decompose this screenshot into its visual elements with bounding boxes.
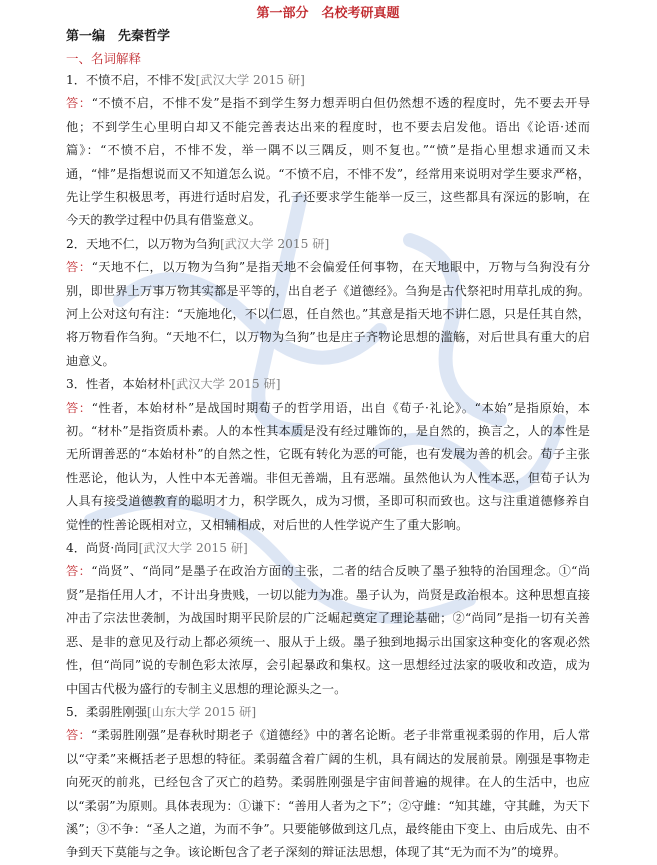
entry-source: [武汉大学 2015 研] — [195, 73, 305, 87]
answer-label: 答： — [66, 564, 92, 579]
entry-title: 3．性者，本始材朴[武汉大学 2015 研] — [66, 377, 281, 392]
entry-answer: 答：“不愤不启，不悱不发”是指不到学生努力想弄明白但仍然想不透的程度时，先不要去开导他；不到学生心里明白却又不能完善表达出来的程度时，也不要去启发他。语出《论语·述而篇》：“不愤不启，不悱不发，举一隅不以三隅反，则不复也。”“愤”是指心里想求通而又未通，“悱”是指想说而又不知道怎么说。“不愤不启，不悱不发”，经常用来说明对学生要求严格，先让学生积极思考，再进行适时启发，孔子还要求学生能举一反三，这些都具有深远的影响，在今天的教学过程中仍具有借鉴意义。 — [66, 96, 591, 228]
entry-5 — [66, 701, 590, 865]
entry-3 — [66, 373, 590, 537]
entry-title: 2．天地不仁，以万物为刍狗[武汉大学 2015 研] — [66, 236, 330, 251]
section-title: 一、名词解释 — [66, 51, 142, 66]
entry-source: [武汉大学 2015 研] — [171, 377, 281, 392]
answer-label: 答： — [66, 728, 91, 743]
entry-source: [山东大学 2015 研] — [146, 704, 257, 719]
answer-label: 答： — [66, 260, 92, 275]
entry-source: [武汉大学 2015 研] — [220, 236, 330, 251]
entry-answer: 答：“尚贤”、“尚同”是墨子在政治方面的主张，二者的结合反映了墨子独特的治国理念。①“尚贤”是指任用人才，不计出身贵贱，一切以能力为准。墨子认为，尚贤是政治根本。这种思想直接冲击了宗法世袭制，为战国时期平民阶层的广泛崛起奠定了理论基础；②“尚同”是指一切有关善恶、是非的意见及行动上都必须统一、服从于上级。墨子独到地揭示出国家这种变化的客观必然性，但“尚同”说的专制色彩太浓厚，会引起暴政和集权。这一思想经过法家的吸收和改造，成为中国古代极为盛行的专制主义思想的理论源头之一。 — [66, 564, 591, 696]
document-page — [66, 0, 590, 865]
entry-4 — [66, 537, 590, 701]
entry-answer: 答：“柔弱胜刚强”是春秋时期老子《道德经》中的著名论断。老子非常重视柔弱的作用，后人常以“守柔”来概括老子思想的特征。柔弱蕴含着广阔的生机，具有阔达的发展前景。刚强是事物走向死灭的前兆，已经包含了灭亡的趋势。柔弱胜刚强是宇宙间普遍的规律。在人的生活中，也应以“柔弱”为原则。具体表现为：①谦下：“善用人者为之下”；②守雌：“知其雄，守其雌，为天下溪”；③不争：“圣人之道，为而不争”。只要能够做到这几点，最终能由下变上、由后成先、由不争到天下莫能与之争。该论断包含了老子深刻的辩证法思想，体现了其“无为而不为”的境界。 — [66, 728, 591, 860]
answer-label: 答： — [66, 400, 92, 415]
entry-title: 4．尚贤·尚同[武汉大学 2015 研] — [66, 541, 248, 556]
chapter-title: 第一编 先秦哲学 — [66, 29, 171, 44]
entry-source: [武汉大学 2015 研] — [138, 541, 248, 556]
part-title: 第一部分 名校考研真题 — [256, 6, 400, 21]
entry-2 — [66, 233, 590, 373]
entry-title: 1．不愤不启，不悱不发[武汉大学 2015 研] — [66, 73, 305, 87]
entry-answer: 答：“天地不仁，以万物为刍狗”是指天地不会偏爱任何事物，在天地眼中，万物与刍狗没有分别，即世界上万事万物其实都是平等的，出自老子《道德经》。刍狗是古代祭祀时用草扎成的狗。河上公对这句有注：“天施地化，不以仁恩，任自然也。”其意是指天地不讲仁恩，只是任其自然，将万物看作刍狗。“天地不仁，以万物为刍狗”也是庄子齐物论思想的滥觞，对后世具有重大的启迪意义。 — [66, 260, 591, 368]
answer-label: 答： — [66, 96, 92, 111]
entry-answer: 答：“性者，本始材朴”是战国时期荀子的哲学用语，出自《荀子·礼论》。“本始”是指原始，本初。“材朴”是指资质朴素。人的本性其本质是没有经过雕饰的，是自然的，换言之，人的本性是无所谓善恶的“本始材朴”的自然之性，它既有转化为恶的可能，也有发展为善的机会。荀子主张性恶论，他认为，人性中本无善端。非但无善端，且有恶端。虽然他认为人性本恶，但荀子认为人具有接受道德教育的聪明才力，积学既久，成为习惯，圣即可积而致也。这与注重道德修养自觉性的性善论既相对立，又相辅相成，对后世的人性学说产生了重大影响。 — [66, 400, 591, 532]
entry-1 — [66, 69, 590, 233]
entry-title: 5．柔弱胜刚强[山东大学 2015 研] — [66, 704, 257, 719]
